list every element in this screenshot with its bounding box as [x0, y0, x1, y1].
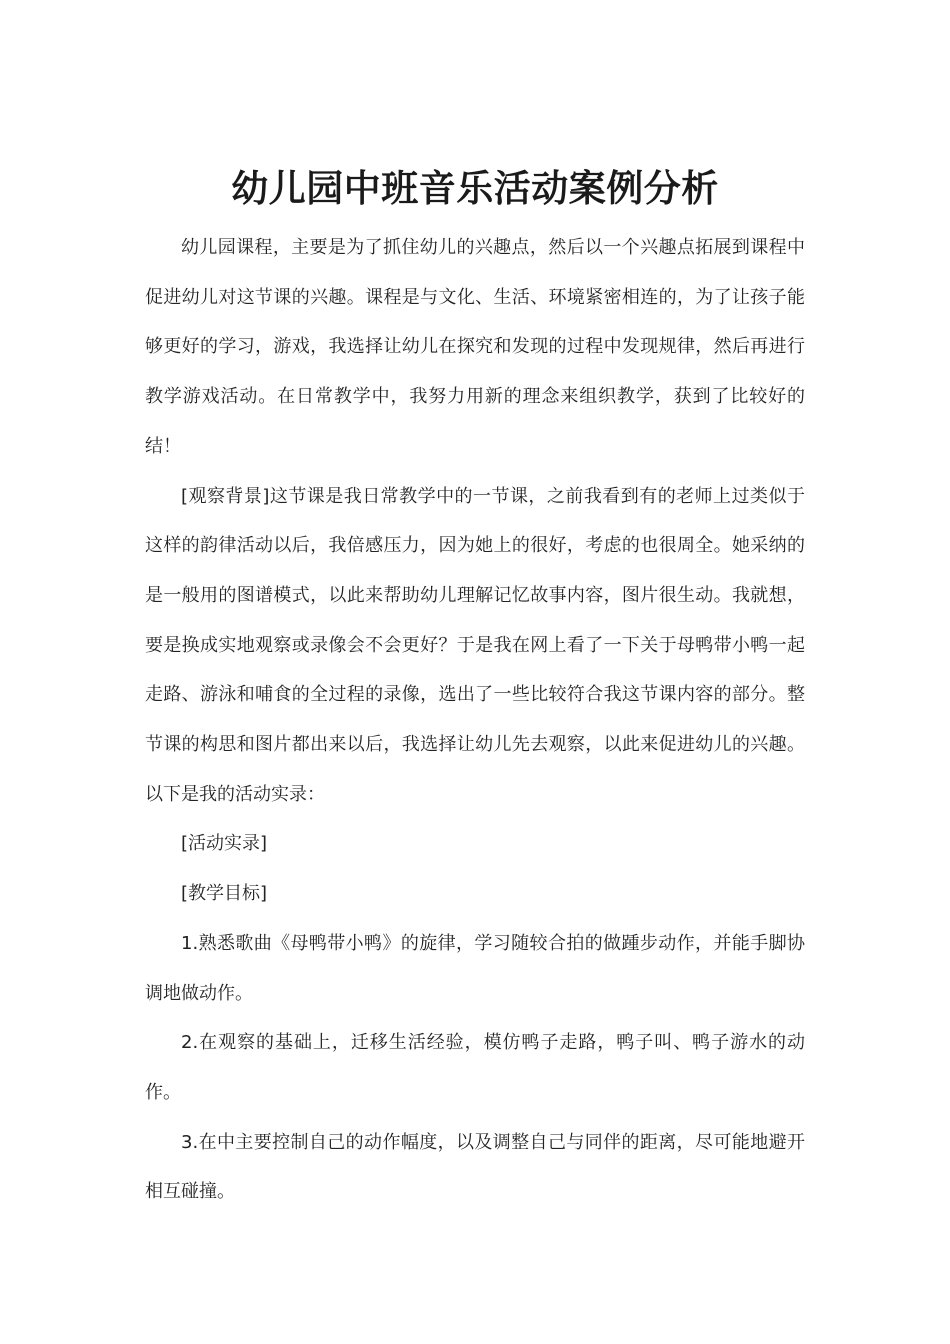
paragraph-goal-2: 2.在观察的基础上，迁移生活经验，模仿鸭子走路，鸭子叫、鸭子游水的动作。: [145, 1032, 805, 1103]
document-title: 幼儿园中班音乐活动案例分析: [231, 166, 719, 210]
paragraph-goal-1: 1.熟悉歌曲《母鸭带小鸭》的旋律，学习随较合拍的做踵步动作，并能手脚协调地做动作。: [145, 932, 805, 1004]
paragraph-goal-3: 3.在中主要控制自己的动作幅度，以及调整自己与同伴的距离，尽可能地避开相互碰撞。: [145, 1131, 805, 1203]
paragraph-teaching-goals-heading: [教学目标]: [181, 883, 268, 905]
paragraph-intro: 幼儿园课程，主要是为了抓住幼儿的兴趣点，然后以一个兴趣点拓展到课程中促进幼儿对这节课的兴趣。课程是与文化、生活、环境紧密相连的，为了让孩子能够更好的学习，游戏，我选择让幼儿在探究和发现的过程中发现规律，然后再进行教学游戏活动。在日常教学中，我努力用新的理念来组织教学，获到了比较好的结！: [145, 237, 805, 457]
paragraph-observation-background: [观察背景]这节课是我日常教学中的一节课，之前我看到有的老师上过类似于这样的韵律活动以后，我倍感压力，因为她上的很好，考虑的也很周全。她采纳的是一般用的图谱模式，以此来帮助幼儿理解记忆故事内容，图片很生动。我就想，要是换成实地观察或录像会不会更好？于是我在网上看了一下关于母鸭带小鸭一起走路、游泳和哺食的全过程的录像，选出了一些比较符合我这节课内容的部分。整节课的构思和图片都出来以后，我选择让幼儿先去观察，以此来促进幼儿的兴趣。以下是我的活动实录：: [145, 485, 805, 805]
document-body: [145, 223, 805, 1217]
paragraph-activity-record-heading: [活动实录]: [181, 833, 268, 855]
